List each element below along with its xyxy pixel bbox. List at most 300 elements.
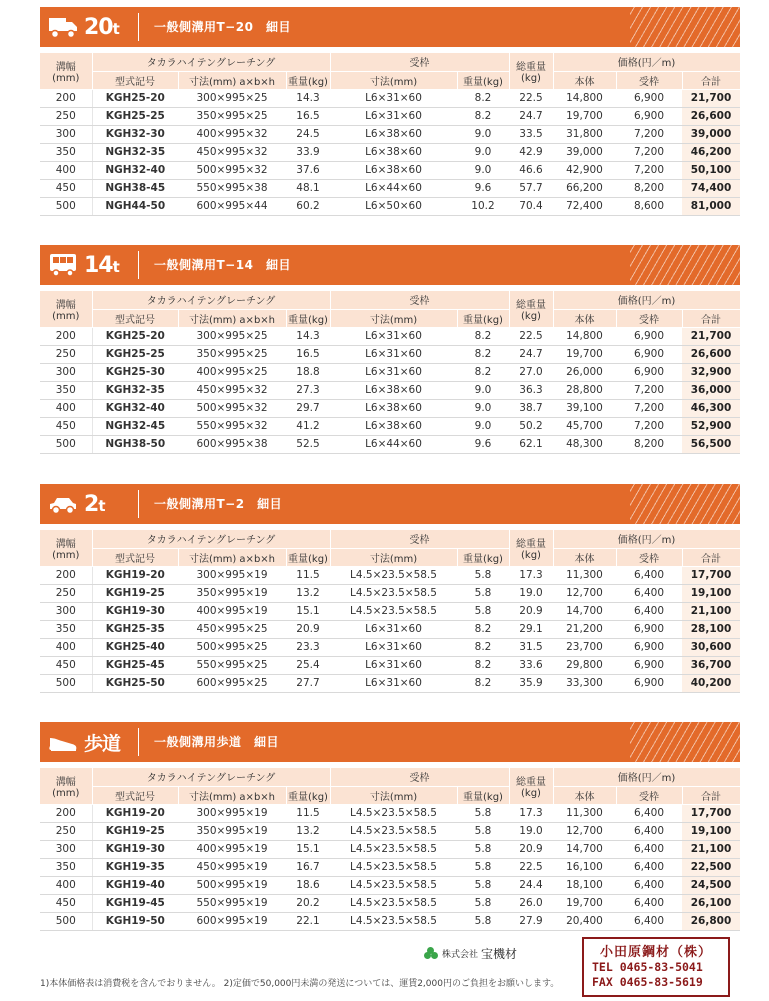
cell-frame-price: 6,400 (616, 858, 682, 876)
col-width: 溝幅 (mm) (40, 530, 92, 566)
cell-width: 350 (40, 143, 92, 161)
load-badge (40, 722, 136, 762)
col-frame-weight: 重量(kg) (457, 71, 509, 89)
cell-frame-price: 6,400 (616, 912, 682, 930)
cell-frame-price: 7,200 (616, 381, 682, 399)
cell-body-price: 31,800 (553, 125, 616, 143)
cell-width: 350 (40, 858, 92, 876)
cell-weight: 24.5 (286, 125, 330, 143)
cell-body-price: 39,000 (553, 143, 616, 161)
cell-total-price: 36,000 (682, 381, 740, 399)
cell-weight: 14.3 (286, 89, 330, 107)
cell-frame-weight: 8.2 (457, 327, 509, 345)
cell-body-price: 12,700 (553, 822, 616, 840)
cell-frame-dims: L6×38×60 (330, 399, 457, 417)
load-badge (40, 484, 136, 524)
cell-frame-dims: L4.5×23.5×58.5 (330, 840, 457, 858)
cell-dims: 450×995×25 (178, 620, 286, 638)
col-total-weight: 総重量 (kg) (509, 53, 553, 89)
cell-frame-dims: L4.5×23.5×58.5 (330, 822, 457, 840)
dealer-name: 小田原鋼材（株） (599, 945, 712, 960)
cell-total-price: 21,100 (682, 840, 740, 858)
col-dims: 寸法(mm) a×b×h (178, 786, 286, 804)
table-row (40, 566, 740, 584)
col-frame-dims: 寸法(mm) (330, 548, 457, 566)
cell-total-weight: 19.0 (509, 584, 553, 602)
col-frame-group: 受枠 (330, 768, 509, 786)
col-body-price: 本体 (553, 786, 616, 804)
cell-weight: 29.7 (286, 399, 330, 417)
cell-width: 200 (40, 89, 92, 107)
cell-width: 300 (40, 602, 92, 620)
cell-frame-price: 8,200 (616, 435, 682, 453)
cell-body-price: 66,200 (553, 179, 616, 197)
cell-frame-price: 6,400 (616, 602, 682, 620)
cell-dims: 350×995×19 (178, 822, 286, 840)
dealer-tel: TEL 0465-83-5041 (592, 960, 703, 974)
cell-model: KGH19-45 (92, 894, 178, 912)
cell-total-weight: 24.4 (509, 876, 553, 894)
cell-frame-price: 6,900 (616, 674, 682, 692)
cell-dims: 300×995×25 (178, 327, 286, 345)
cell-frame-price: 7,200 (616, 125, 682, 143)
cell-model: NGH32-35 (92, 143, 178, 161)
cell-frame-weight: 9.0 (457, 399, 509, 417)
cell-dims: 550×995×19 (178, 894, 286, 912)
col-price-group: 価格(円／m) (553, 530, 740, 548)
cell-weight: 14.3 (286, 327, 330, 345)
cell-body-price: 21,200 (553, 620, 616, 638)
section-title: 一般側溝用T−2 細目 (154, 497, 283, 511)
cell-width: 350 (40, 620, 92, 638)
cell-weight: 22.1 (286, 912, 330, 930)
cell-width: 400 (40, 161, 92, 179)
cell-weight: 48.1 (286, 179, 330, 197)
cell-total-price: 56,500 (682, 435, 740, 453)
col-model: 型式記号 (92, 71, 178, 89)
cell-total-weight: 38.7 (509, 399, 553, 417)
cell-frame-dims: L6×50×60 (330, 197, 457, 215)
cell-total-weight: 17.3 (509, 566, 553, 584)
col-frame-weight: 重量(kg) (457, 786, 509, 804)
col-body-price: 本体 (553, 309, 616, 327)
cell-frame-price: 7,200 (616, 143, 682, 161)
maker-name: 宝機材 (481, 947, 518, 961)
table-row (40, 674, 740, 692)
cell-model: KGH25-50 (92, 674, 178, 692)
cell-frame-price: 6,900 (616, 89, 682, 107)
cell-body-price: 14,700 (553, 840, 616, 858)
cell-frame-weight: 5.8 (457, 822, 509, 840)
col-weight: 重量(kg) (286, 786, 330, 804)
cell-model: KGH19-20 (92, 804, 178, 822)
cell-total-weight: 27.9 (509, 912, 553, 930)
dealer-box (582, 937, 730, 997)
cell-total-price: 28,100 (682, 620, 740, 638)
cell-model: KGH32-35 (92, 381, 178, 399)
decorative-stripes (630, 722, 740, 762)
cell-total-weight: 57.7 (509, 179, 553, 197)
cell-model: KGH25-20 (92, 89, 178, 107)
cell-total-weight: 26.0 (509, 894, 553, 912)
col-dims: 寸法(mm) a×b×h (178, 71, 286, 89)
cell-weight: 27.3 (286, 381, 330, 399)
cell-body-price: 14,700 (553, 602, 616, 620)
cell-width: 450 (40, 179, 92, 197)
cell-frame-price: 6,900 (616, 638, 682, 656)
cell-frame-price: 6,900 (616, 620, 682, 638)
cell-total-weight: 46.6 (509, 161, 553, 179)
section-banner (40, 722, 740, 762)
cell-dims: 600×995×25 (178, 674, 286, 692)
cell-body-price: 12,700 (553, 584, 616, 602)
cell-body-price: 20,400 (553, 912, 616, 930)
cell-frame-dims: L4.5×23.5×58.5 (330, 566, 457, 584)
cell-weight: 11.5 (286, 566, 330, 584)
cell-total-price: 81,000 (682, 197, 740, 215)
cell-total-weight: 29.1 (509, 620, 553, 638)
cell-dims: 400×995×32 (178, 125, 286, 143)
cell-total-weight: 17.3 (509, 804, 553, 822)
col-frame-weight: 重量(kg) (457, 309, 509, 327)
col-grating-group: タカラハイテングレーチング (92, 530, 330, 548)
cell-frame-weight: 5.8 (457, 876, 509, 894)
cell-total-price: 17,700 (682, 566, 740, 584)
table-row (40, 327, 740, 345)
cell-frame-weight: 5.8 (457, 840, 509, 858)
cell-body-price: 23,700 (553, 638, 616, 656)
table-row (40, 656, 740, 674)
cell-frame-price: 6,400 (616, 566, 682, 584)
cell-total-weight: 35.9 (509, 674, 553, 692)
cell-frame-dims: L6×31×60 (330, 674, 457, 692)
col-weight: 重量(kg) (286, 71, 330, 89)
cell-frame-weight: 8.2 (457, 620, 509, 638)
cell-total-price: 46,200 (682, 143, 740, 161)
badge-value: 2t (84, 491, 105, 517)
cell-frame-weight: 8.2 (457, 638, 509, 656)
cell-model: NGH38-50 (92, 435, 178, 453)
table-row (40, 620, 740, 638)
decorative-stripes (630, 484, 740, 524)
cell-frame-price: 6,900 (616, 107, 682, 125)
cell-frame-weight: 8.2 (457, 674, 509, 692)
section-title: 一般側溝用T−14 細目 (154, 258, 291, 272)
cell-frame-dims: L4.5×23.5×58.5 (330, 912, 457, 930)
cell-model: KGH25-25 (92, 345, 178, 363)
cell-width: 200 (40, 327, 92, 345)
col-model: 型式記号 (92, 786, 178, 804)
cell-total-price: 21,700 (682, 89, 740, 107)
cell-frame-price: 7,200 (616, 417, 682, 435)
cell-frame-price: 6,900 (616, 363, 682, 381)
cell-body-price: 11,300 (553, 566, 616, 584)
cell-body-price: 48,300 (553, 435, 616, 453)
badge-value: 歩道 (84, 732, 121, 755)
cell-frame-dims: L4.5×23.5×58.5 (330, 858, 457, 876)
col-frame-price: 受枠 (616, 548, 682, 566)
cell-frame-price: 6,400 (616, 822, 682, 840)
cell-model: NGH44-50 (92, 197, 178, 215)
cell-weight: 18.8 (286, 363, 330, 381)
cell-frame-weight: 8.2 (457, 107, 509, 125)
cell-frame-price: 7,200 (616, 399, 682, 417)
cell-frame-weight: 5.8 (457, 894, 509, 912)
cell-total-price: 32,900 (682, 363, 740, 381)
cell-dims: 350×995×25 (178, 107, 286, 125)
cell-frame-price: 6,900 (616, 656, 682, 674)
table-row (40, 435, 740, 453)
cell-model: KGH19-30 (92, 840, 178, 858)
cell-model: KGH25-25 (92, 107, 178, 125)
cell-total-price: 21,100 (682, 602, 740, 620)
col-frame-group: 受枠 (330, 53, 509, 71)
cell-width: 400 (40, 876, 92, 894)
col-width: 溝幅 (mm) (40, 768, 92, 804)
cell-dims: 600×995×19 (178, 912, 286, 930)
cell-frame-dims: L6×31×60 (330, 327, 457, 345)
cell-frame-weight: 8.2 (457, 363, 509, 381)
cell-frame-dims: L6×31×60 (330, 638, 457, 656)
cell-frame-dims: L6×31×60 (330, 345, 457, 363)
cell-total-price: 26,600 (682, 345, 740, 363)
cell-weight: 15.1 (286, 840, 330, 858)
col-frame-dims: 寸法(mm) (330, 786, 457, 804)
cell-total-price: 74,400 (682, 179, 740, 197)
cell-width: 250 (40, 584, 92, 602)
load-badge (40, 7, 136, 47)
cell-total-weight: 22.5 (509, 858, 553, 876)
cell-dims: 500×995×19 (178, 876, 286, 894)
cell-frame-weight: 10.2 (457, 197, 509, 215)
maker-prefix: 株式会社 (442, 950, 479, 960)
cell-total-price: 26,600 (682, 107, 740, 125)
cell-total-price: 50,100 (682, 161, 740, 179)
cell-model: KGH19-25 (92, 584, 178, 602)
col-grating-group: タカラハイテングレーチング (92, 291, 330, 309)
cell-frame-weight: 8.2 (457, 89, 509, 107)
cell-body-price: 19,700 (553, 894, 616, 912)
cell-weight: 15.1 (286, 602, 330, 620)
shoe-icon (48, 730, 78, 754)
footer-note: 1)本体価格表は消費税を含んでおりません。 2)定価で50,000円未満の発送については、運賃2,000円のご負担をお願いします。 (40, 979, 560, 989)
cell-width: 500 (40, 912, 92, 930)
cell-model: KGH25-20 (92, 327, 178, 345)
badge-value: 14t (84, 252, 119, 278)
maker-logo (424, 945, 517, 962)
cell-model: KGH25-30 (92, 363, 178, 381)
load-badge (40, 245, 136, 285)
cell-model: KGH32-40 (92, 399, 178, 417)
cell-width: 200 (40, 566, 92, 584)
cell-dims: 350×995×19 (178, 584, 286, 602)
section-14t (40, 245, 740, 454)
col-price-group: 価格(円／m) (553, 768, 740, 786)
cell-total-weight: 19.0 (509, 822, 553, 840)
table-row (40, 161, 740, 179)
cell-total-weight: 31.5 (509, 638, 553, 656)
cell-total-price: 19,100 (682, 822, 740, 840)
cell-dims: 400×995×19 (178, 840, 286, 858)
cell-frame-dims: L6×38×60 (330, 417, 457, 435)
section-banner (40, 245, 740, 285)
cell-weight: 41.2 (286, 417, 330, 435)
cell-frame-weight: 9.0 (457, 417, 509, 435)
cell-width: 300 (40, 363, 92, 381)
bus-icon (48, 253, 78, 277)
cell-dims: 600×995×38 (178, 435, 286, 453)
table-row (40, 89, 740, 107)
cell-total-price: 40,200 (682, 674, 740, 692)
cell-model: KGH19-20 (92, 566, 178, 584)
col-total-price: 合計 (682, 309, 740, 327)
cell-frame-dims: L6×44×60 (330, 435, 457, 453)
table-row (40, 363, 740, 381)
cell-frame-dims: L6×31×60 (330, 363, 457, 381)
col-weight: 重量(kg) (286, 309, 330, 327)
cell-total-weight: 22.5 (509, 327, 553, 345)
cell-width: 500 (40, 674, 92, 692)
cell-body-price: 14,800 (553, 89, 616, 107)
cell-frame-weight: 5.8 (457, 804, 509, 822)
cell-weight: 27.7 (286, 674, 330, 692)
cell-frame-weight: 5.8 (457, 566, 509, 584)
section-title: 一般側溝用歩道 細目 (154, 735, 280, 749)
table-row (40, 345, 740, 363)
table-row (40, 417, 740, 435)
cell-frame-dims: L4.5×23.5×58.5 (330, 804, 457, 822)
price-table (40, 53, 741, 216)
price-table (40, 768, 741, 931)
cell-weight: 23.3 (286, 638, 330, 656)
cell-width: 400 (40, 638, 92, 656)
cell-frame-price: 6,900 (616, 345, 682, 363)
col-grating-group: タカラハイテングレーチング (92, 768, 330, 786)
cell-weight: 25.4 (286, 656, 330, 674)
cell-dims: 300×995×19 (178, 566, 286, 584)
cell-total-weight: 33.6 (509, 656, 553, 674)
cell-dims: 450×995×32 (178, 381, 286, 399)
col-grating-group: タカラハイテングレーチング (92, 53, 330, 71)
badge-value: 20t (84, 14, 119, 40)
section-title: 一般側溝用T−20 細目 (154, 20, 291, 34)
table-row (40, 197, 740, 215)
truck-icon (48, 15, 78, 39)
cell-width: 250 (40, 107, 92, 125)
cell-frame-price: 6,400 (616, 804, 682, 822)
cell-frame-weight: 5.8 (457, 602, 509, 620)
section-banner (40, 484, 740, 524)
cell-dims: 500×995×32 (178, 161, 286, 179)
cell-dims: 300×995×25 (178, 89, 286, 107)
cell-frame-dims: L6×38×60 (330, 381, 457, 399)
cell-total-weight: 62.1 (509, 435, 553, 453)
cell-model: KGH25-35 (92, 620, 178, 638)
cell-weight: 20.9 (286, 620, 330, 638)
col-frame-group: 受枠 (330, 530, 509, 548)
cell-width: 500 (40, 197, 92, 215)
cell-frame-price: 8,200 (616, 179, 682, 197)
cell-frame-weight: 5.8 (457, 584, 509, 602)
cell-weight: 37.6 (286, 161, 330, 179)
cell-model: KGH32-30 (92, 125, 178, 143)
cell-total-price: 39,000 (682, 125, 740, 143)
col-total-weight: 総重量 (kg) (509, 291, 553, 327)
cell-width: 400 (40, 399, 92, 417)
col-price-group: 価格(円／m) (553, 53, 740, 71)
cell-weight: 60.2 (286, 197, 330, 215)
col-price-group: 価格(円／m) (553, 291, 740, 309)
cell-width: 250 (40, 822, 92, 840)
cell-weight: 16.7 (286, 858, 330, 876)
table-row (40, 858, 740, 876)
col-frame-price: 受枠 (616, 71, 682, 89)
cell-total-price: 21,700 (682, 327, 740, 345)
cell-weight: 13.2 (286, 822, 330, 840)
col-weight: 重量(kg) (286, 548, 330, 566)
cell-dims: 450×995×32 (178, 143, 286, 161)
cell-model: KGH19-40 (92, 876, 178, 894)
cell-dims: 500×995×32 (178, 399, 286, 417)
cell-width: 200 (40, 804, 92, 822)
col-dims: 寸法(mm) a×b×h (178, 309, 286, 327)
cell-dims: 600×995×44 (178, 197, 286, 215)
cell-frame-dims: L4.5×23.5×58.5 (330, 584, 457, 602)
cell-total-price: 26,100 (682, 894, 740, 912)
cell-dims: 500×995×25 (178, 638, 286, 656)
table-row (40, 584, 740, 602)
cell-frame-weight: 9.0 (457, 161, 509, 179)
cell-body-price: 16,100 (553, 858, 616, 876)
cell-frame-price: 6,400 (616, 584, 682, 602)
cell-weight: 52.5 (286, 435, 330, 453)
cell-frame-dims: L6×44×60 (330, 179, 457, 197)
table-row (40, 602, 740, 620)
table-row (40, 143, 740, 161)
cell-model: KGH25-40 (92, 638, 178, 656)
cell-frame-price: 8,600 (616, 197, 682, 215)
cell-body-price: 26,000 (553, 363, 616, 381)
cell-model: KGH25-45 (92, 656, 178, 674)
cell-weight: 18.6 (286, 876, 330, 894)
cell-total-weight: 24.7 (509, 107, 553, 125)
cell-width: 300 (40, 125, 92, 143)
col-total-price: 合計 (682, 786, 740, 804)
table-row (40, 179, 740, 197)
cell-frame-dims: L6×38×60 (330, 125, 457, 143)
cell-total-weight: 70.4 (509, 197, 553, 215)
cell-weight: 16.5 (286, 345, 330, 363)
cell-weight: 20.2 (286, 894, 330, 912)
cell-frame-dims: L6×31×60 (330, 620, 457, 638)
cell-model: NGH38-45 (92, 179, 178, 197)
decorative-stripes (630, 245, 740, 285)
cell-total-weight: 36.3 (509, 381, 553, 399)
cell-body-price: 19,700 (553, 345, 616, 363)
cell-body-price: 28,800 (553, 381, 616, 399)
cell-width: 450 (40, 417, 92, 435)
cell-weight: 16.5 (286, 107, 330, 125)
cell-dims: 550×995×32 (178, 417, 286, 435)
col-body-price: 本体 (553, 71, 616, 89)
section-20t (40, 7, 740, 216)
cell-model: NGH32-40 (92, 161, 178, 179)
section-2t (40, 484, 740, 693)
cell-total-price: 36,700 (682, 656, 740, 674)
cell-frame-weight: 9.0 (457, 143, 509, 161)
cell-frame-dims: L4.5×23.5×58.5 (330, 876, 457, 894)
section-sidewalk (40, 722, 740, 931)
